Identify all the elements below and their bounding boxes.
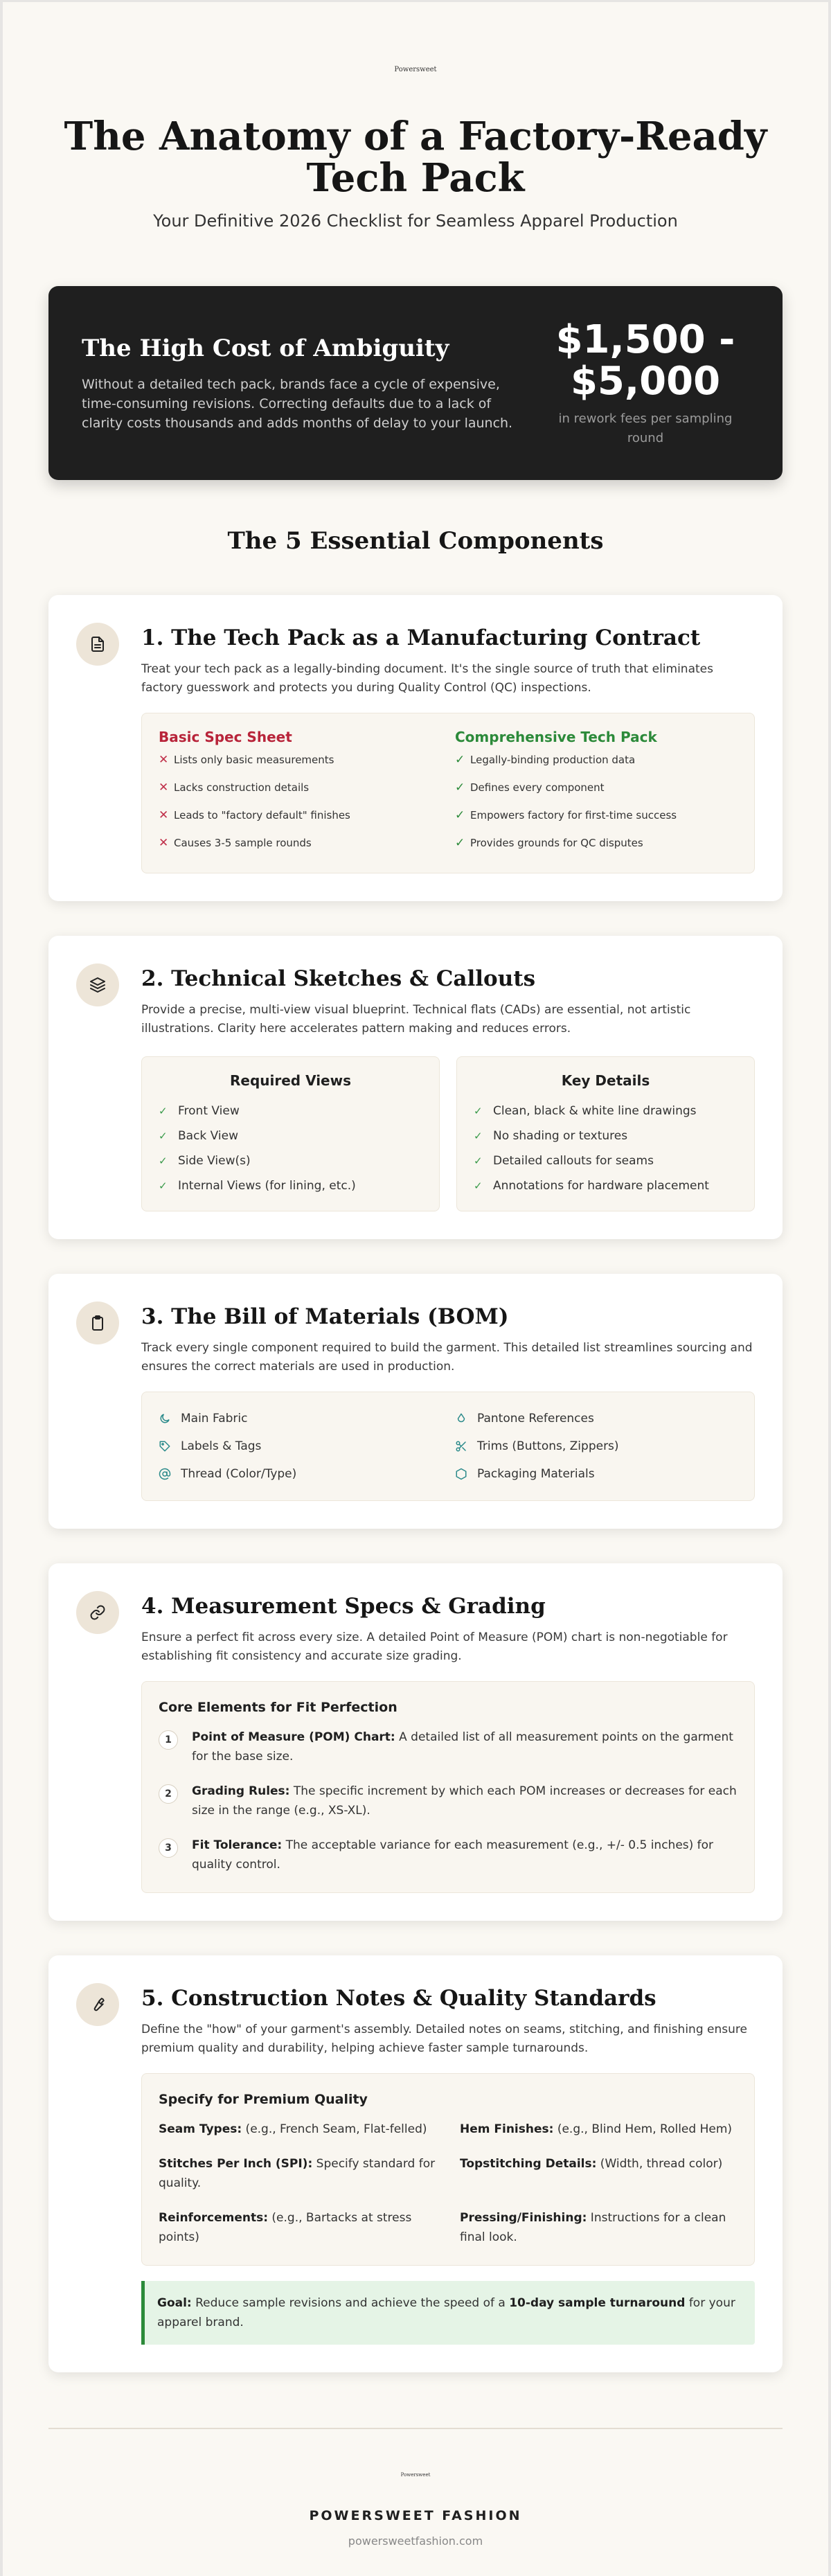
footer-logo: Powersweet (400, 2472, 431, 2478)
list-item-text: (e.g., Blind Hem, Rolled Hem) (553, 2122, 733, 2136)
x-icon: ✕ (159, 808, 169, 822)
quality-specs-grid (159, 2120, 738, 2247)
check-icon: ✓ (159, 1155, 168, 1167)
goal-callout (141, 2281, 755, 2345)
page-subtitle: Your Definitive 2026 Checklist for Seamless Apparel Production (153, 211, 678, 231)
list-item (460, 2120, 738, 2139)
list-item (455, 835, 738, 863)
list-item (474, 1148, 738, 1173)
list-item-label: No shading or textures (493, 1129, 628, 1143)
list-item-label: Clean, black & white line drawings (493, 1104, 697, 1118)
card-title: 4. Measurement Specs & Grading (141, 1594, 546, 1619)
list-item (455, 808, 738, 835)
link-icon (76, 1591, 119, 1634)
quality-specs-heading: Specify for Premium Quality (159, 2092, 368, 2107)
list-item-label: Causes 3-5 sample rounds (174, 837, 312, 849)
list-item-term: Reinforcements: (159, 2211, 269, 2225)
page (3, 2, 828, 2576)
list-item (474, 1173, 738, 1198)
views-details-row (141, 1056, 755, 1211)
list-item (159, 2154, 436, 2193)
cost-figure (542, 319, 749, 448)
basic-spec-column (159, 729, 441, 863)
list-item-term: Stitches Per Inch (SPI): (159, 2157, 313, 2171)
goal-text: Reduce sample revisions and achieve the speed of a (191, 2296, 510, 2310)
goal-label: Goal: (157, 2296, 192, 2310)
list-item (159, 1410, 441, 1427)
list-item-label: Pantone References (477, 1412, 594, 1425)
list-item (159, 1836, 738, 1874)
page-title: The Anatomy of a Factory-Ready Tech Pack (64, 114, 767, 201)
list-item (159, 1466, 441, 1482)
list-item (474, 1123, 738, 1148)
list-item-label: Defines every component (470, 781, 605, 794)
list-item (159, 1148, 422, 1173)
list-item-label: Leads to "factory default" finishes (174, 809, 350, 821)
card-title: 1. The Tech Pack as a Manufacturing Contract (141, 625, 701, 650)
list-item-label: Annotations for hardware placement (493, 1179, 709, 1193)
check-icon: ✓ (159, 1105, 168, 1117)
card-description: Provide a precise, multi-view visual blueprint. Technical flats (CADs) are essential, not artistic illustrations. Clarity here accelerates pattern making and reduces errors. (141, 1003, 691, 1036)
list-item (159, 2120, 436, 2139)
list-item-text: Instructions for a clean final look. (460, 2211, 726, 2244)
list-item-term: Hem Finishes: (460, 2122, 554, 2136)
goal-text-end: for your apparel brand. (157, 2296, 735, 2329)
required-views-heading: Required Views (229, 1072, 351, 1089)
list-item (159, 1727, 738, 1766)
list-item (159, 1099, 422, 1123)
list-item-label: Lists only basic measurements (174, 754, 334, 766)
list-item-label: Lacks construction details (174, 781, 310, 794)
fit-elements-box (141, 1681, 755, 1893)
list-item-text: (e.g., French Seam, Flat-felled) (242, 2122, 427, 2136)
card-description: Define the "how" of your garment's assembly. Detailed notes on seams, stitching, and finishing ensure premium quality and durability, helping achieve faster sample turnarounds. (141, 2023, 747, 2055)
fabric-icon (159, 1412, 181, 1425)
list-item-label: Labels & Tags (181, 1439, 262, 1453)
list-item-label: Packaging Materials (477, 1467, 595, 1481)
card-description: Treat your tech pack as a legally-binding document. It's the single source of truth that eliminates factory guesswork and protects you during Quality Control (QC) inspections. (141, 662, 713, 695)
list-item (455, 752, 738, 780)
list-item (159, 1173, 422, 1198)
component-card-2 (48, 936, 783, 1239)
check-icon: ✓ (474, 1130, 483, 1142)
check-icon: ✓ (455, 753, 465, 767)
list-item-text: (e.g., Bartacks at stress points) (159, 2211, 412, 2244)
list-item (159, 780, 441, 808)
list-item (460, 2208, 738, 2247)
cost-description: Without a detailed tech pack, brands face a cycle of expensive, time-consuming revisions. Correcting defaults due to a lack of clarity costs thousands and adds months of delay to your launch. (82, 377, 513, 431)
list-item-label: Side View(s) (178, 1154, 251, 1168)
list-item-term: Grading Rules: (192, 1784, 290, 1798)
list-item-term: Point of Measure (POM) Chart: (192, 1730, 395, 1744)
thread-icon (159, 1468, 181, 1480)
tag-icon (159, 1440, 181, 1453)
document-icon (76, 623, 119, 666)
list-item-label: Legally-binding production data (470, 754, 636, 766)
key-details-heading: Key Details (561, 1072, 650, 1089)
x-icon: ✕ (159, 781, 169, 794)
step-number: 1 (159, 1730, 178, 1750)
list-item-text: A detailed list of all measurement points on the garment for the base size. (192, 1730, 733, 1764)
card-title: 5. Construction Notes & Quality Standards (141, 1986, 656, 2011)
list-item (455, 1466, 738, 1482)
list-item (474, 1099, 738, 1123)
check-icon: ✓ (455, 836, 465, 850)
fit-elements-heading: Core Elements for Fit Perfection (159, 1700, 397, 1715)
clipboard-icon (76, 1302, 119, 1344)
list-item-term: Fit Tolerance: (192, 1838, 283, 1852)
list-item-label: Empowers factory for first-time success (470, 809, 677, 821)
check-icon: ✓ (474, 1105, 483, 1117)
tech-pack-heading: Comprehensive Tech Pack (455, 729, 657, 745)
list-item (455, 1410, 738, 1427)
key-details-box (456, 1056, 755, 1211)
list-item (159, 2208, 436, 2247)
cost-title: The High Cost of Ambiguity (82, 335, 449, 362)
list-item-label: Provides grounds for QC disputes (470, 837, 643, 849)
check-icon: ✓ (455, 808, 465, 822)
card-description: Ensure a perfect fit across every size. A detailed Point of Measure (POM) chart is non-negotiable for establishing fit consistency and accurate size grading. (141, 1631, 728, 1663)
droplet-icon (455, 1412, 477, 1425)
list-item-label: Thread (Color/Type) (181, 1467, 297, 1481)
cost-amount: $1,500 - $5,000 (555, 317, 735, 404)
cost-text-block (82, 335, 525, 433)
required-views-box (141, 1056, 440, 1211)
check-icon: ✓ (159, 1180, 168, 1192)
list-item (159, 1782, 738, 1820)
bom-list (141, 1392, 755, 1501)
list-item-label: Back View (178, 1129, 239, 1143)
list-item (159, 1123, 422, 1148)
list-item-term: Pressing/Finishing: (460, 2211, 587, 2225)
logo: Powersweet (394, 66, 437, 73)
step-number: 3 (159, 1838, 178, 1858)
list-item-label: Front View (178, 1104, 240, 1118)
list-item-text: (Width, thread color) (596, 2157, 723, 2171)
box-icon (455, 1468, 477, 1480)
list-item (159, 752, 441, 780)
layers-icon (76, 963, 119, 1006)
check-icon: ✓ (474, 1155, 483, 1167)
list-item-text: The acceptable variance for each measurement (e.g., +/- 0.5 inches) for quality control. (192, 1838, 714, 1872)
list-item (455, 780, 738, 808)
footer-divider (48, 2428, 783, 2429)
component-card-5 (48, 1955, 783, 2372)
components-heading: The 5 Essential Components (227, 527, 604, 555)
step-number: 2 (159, 1784, 178, 1804)
list-item (159, 808, 441, 835)
cost-callout (48, 286, 783, 480)
comparison-box (141, 713, 755, 873)
x-icon: ✕ (159, 753, 169, 767)
scissors-icon (455, 1440, 477, 1453)
basic-spec-heading: Basic Spec Sheet (159, 729, 292, 745)
component-card-3 (48, 1274, 783, 1529)
check-icon: ✓ (159, 1130, 168, 1142)
component-card-4 (48, 1563, 783, 1921)
list-item-text: Specify standard for quality. (159, 2157, 436, 2190)
component-card-1 (48, 595, 783, 901)
x-icon: ✕ (159, 836, 169, 850)
list-item-label: Trims (Buttons, Zippers) (477, 1439, 619, 1453)
footer-url-link[interactable]: powersweetfashion.com (348, 2534, 483, 2548)
quality-specs-box (141, 2073, 755, 2266)
list-item (159, 835, 441, 863)
list-item-label: Main Fabric (181, 1412, 248, 1425)
footer-brand: POWERSWEET FASHION (309, 2508, 522, 2523)
list-item-term: Seam Types: (159, 2122, 242, 2136)
list-item-text: The specific increment by which each POM increases or decreases for each size in the range (e.g., XS-XL). (192, 1784, 737, 1818)
wrench-icon (76, 1983, 119, 2026)
list-item-label: Detailed callouts for seams (493, 1154, 654, 1168)
check-icon: ✓ (474, 1180, 483, 1192)
list-item (455, 1438, 738, 1455)
card-title: 2. Technical Sketches & Callouts (141, 966, 536, 991)
list-item (460, 2154, 738, 2193)
check-icon: ✓ (455, 781, 465, 794)
list-item-label: Internal Views (for lining, etc.) (178, 1179, 356, 1193)
card-title: 3. The Bill of Materials (BOM) (141, 1304, 509, 1329)
goal-highlight: 10-day sample turnaround (509, 2296, 686, 2310)
cost-caption: in rework fees per sampling round (558, 411, 733, 445)
list-item-term: Topstitching Details: (460, 2157, 597, 2171)
tech-pack-column (455, 729, 738, 863)
card-description: Track every single component required to build the garment. This detailed list streamlines sourcing and ensures the correct materials are used in production. (141, 1341, 753, 1374)
list-item (159, 1438, 441, 1455)
